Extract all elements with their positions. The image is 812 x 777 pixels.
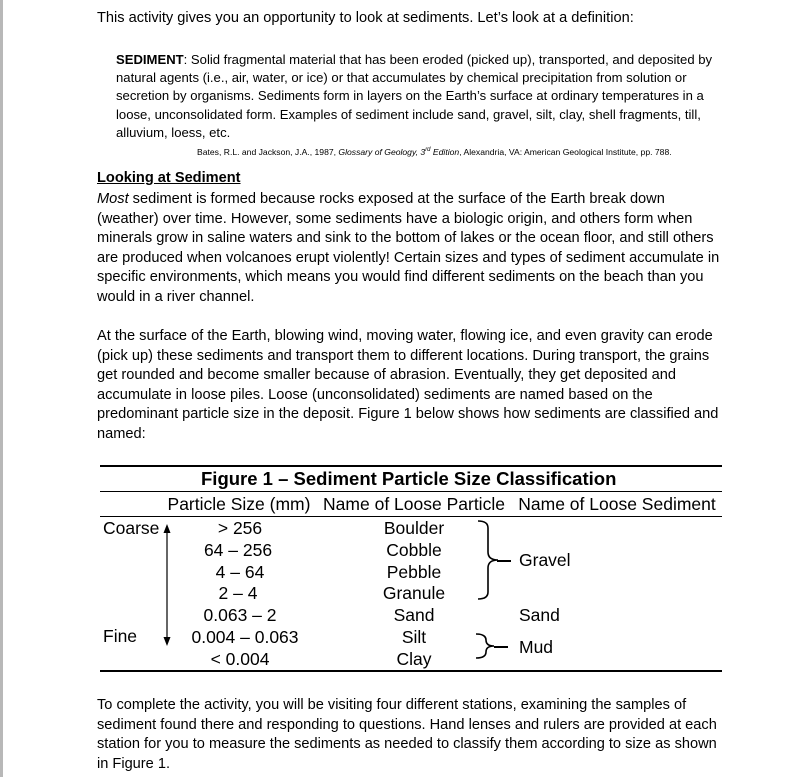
size-row-3: 4 – 64 [215,562,265,582]
size-row-4: 2 – 4 [218,583,258,603]
size-row-5: 0.063 – 2 [203,605,277,625]
section-heading: Looking at Sediment [97,170,241,186]
paragraph-looking-at-sediment [97,190,727,308]
definition-text: : Solid fragmental material that has been eroded (picked up), transported, and deposited by natural agents (i.e., air, water, or ice) or that accumulates by chemical precipitation from solution or secretion by organisms. Sediments form in layers on the Earth’s surface at ordinary temperatures in a loose, unconsolidated form. Examples of sediment include sand, gravel, silt, clay, shell fragments, till, alluvium, loess, etc. [116,52,713,140]
brace-icon [470,516,520,676]
header-loose-particle: Name of Loose Particle [323,494,505,514]
particle-clay: Clay [396,649,432,669]
citation-authors: Bates, R.L. and Jackson, J.A., 1987, [197,147,337,157]
fine-label: Fine [103,626,138,646]
particle-boulder: Boulder [383,518,445,538]
size-row-2: 64 – 256 [203,540,273,560]
citation-rest: , Alexandria, VA: American Geological Institute, pp. 788. [459,147,672,157]
page-left-border [0,0,3,777]
particle-granule: Granule [382,583,446,603]
size-row-6: 0.004 – 0.063 [191,627,299,647]
paragraph-activity: To complete the activity, you will be visiting four different stations, examining the samples of sediment found there and responding to questions. Hand lenses and rulers are provided at each station for you to measure the sediments as needed to classify them according to size as shown in Figure 1. [97,697,717,772]
sediment-sand: Sand [519,605,560,625]
intro-text: This activity gives you an opportunity to look at sediments. Let’s look at a definition: [97,10,634,26]
particle-pebble: Pebble [386,562,442,582]
paragraph-transport: At the surface of the Earth, blowing wind, moving water, flowing ice, and even gravity can erode (pick up) these sediments and transport them to different locations. During transport, the grains get rounded and become smaller because of abrasion. Eventually, they get deposited and accumulate in loose piles. Loose (unconsolidated) sediments are named based on the predominant particle size in the deposit. Figure 1 below shows how sediments are classified and named: [97,328,719,442]
figure-header-rule [100,516,722,517]
figure-title-rule [100,491,722,492]
figure-title: Figure 1 – Sediment Particle Size Classification [201,468,617,489]
coarse-label: Coarse [103,518,160,538]
definition-term: SEDIMENT [116,52,184,67]
header-particle-size: Particle Size (mm) [167,494,311,514]
citation-title: Glossary of Geology, 3rd Edition [338,147,460,157]
header-loose-sediment: Name of Loose Sediment [518,494,716,514]
size-row-7: < 0.004 [210,649,270,669]
size-arrow-icon [150,522,180,652]
definition-block [116,51,716,142]
size-row-1: > 256 [217,518,263,538]
citation [197,147,672,157]
figure-bottom-rule [100,670,722,672]
figure-top-rule [100,465,722,467]
para1-lead: Most [97,191,129,207]
para1-text: sediment is formed because rocks exposed at the surface of the Earth break down (weather) over time. However, some sediments have a biologic origin, and others form when minerals grow in saline waters and sink to the bottom of lakes or the ocean floor, and still others are produced when volcanoes erupt violently! Certain sizes and types of sediment accumulate in specific environments, which means you would find different sediments on the beach than you would in a river channel. [97,191,720,305]
particle-sand: Sand [393,605,435,625]
mud-tick [494,646,508,648]
sediment-mud: Mud [519,637,554,657]
particle-cobble: Cobble [386,540,442,560]
gravel-tick [497,560,511,562]
sediment-gravel: Gravel [519,550,571,570]
particle-silt: Silt [401,627,427,647]
